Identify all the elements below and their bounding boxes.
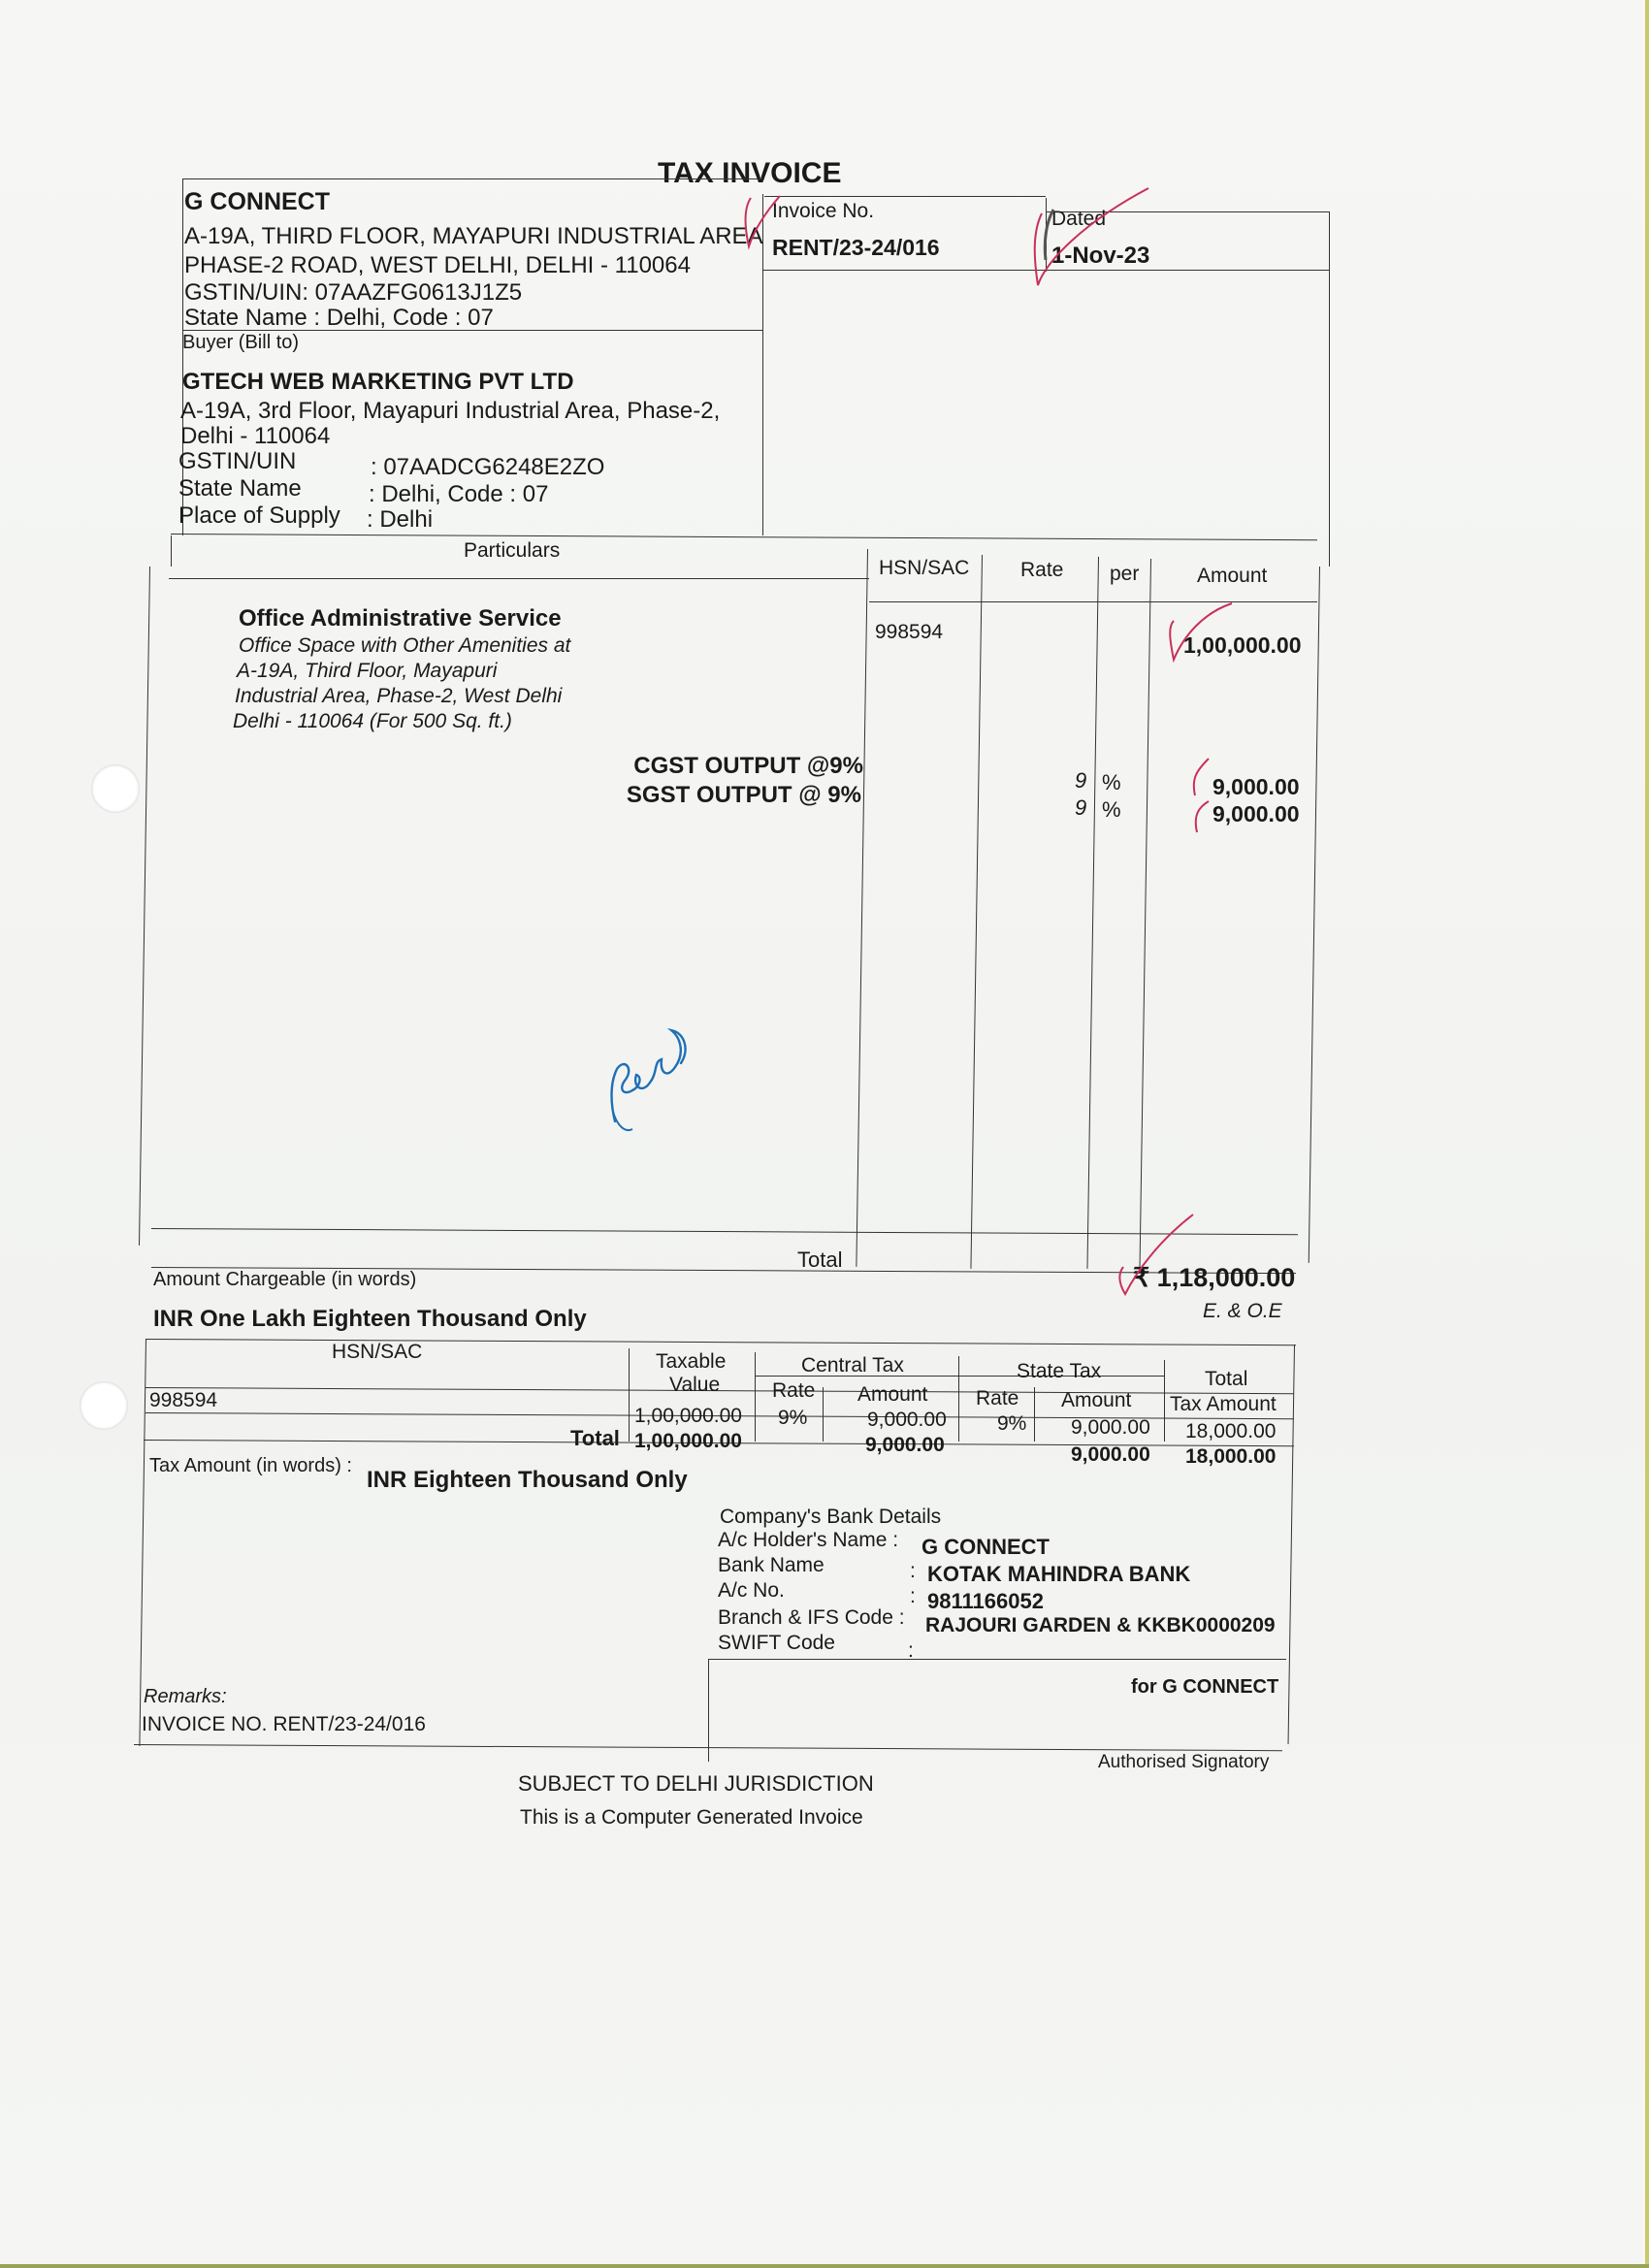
red-tick-invoice: [737, 190, 795, 277]
invoice-dated-value: 1-Nov-23: [1051, 243, 1150, 269]
sum-header-taxable: Taxable: [656, 1350, 727, 1373]
sum-header-total-2: Tax Amount: [1170, 1393, 1277, 1415]
amount-words-value: INR One Lakh Eighteen Thousand Only: [153, 1306, 587, 1332]
sum-row-camount: 9,000.00: [867, 1409, 947, 1431]
tax-per-sgst: %: [1102, 797, 1121, 822]
tax-amount-cgst: 9,000.00: [1212, 774, 1300, 799]
bank-branch-label: Branch & IFS Code :: [718, 1606, 905, 1629]
bank-branch-value: RAJOURI GARDEN & KKBK0000209: [925, 1614, 1276, 1636]
bank-swift-label: SWIFT Code: [718, 1632, 835, 1654]
invoice-no-label: Invoice No.: [772, 200, 875, 222]
invoice-no-value: RENT/23-24/016: [772, 235, 940, 260]
tax-rate-sgst: 9: [1075, 795, 1087, 820]
invoice-title: TAX INVOICE: [658, 157, 842, 189]
border-top-seller: [182, 178, 764, 179]
buyer-name: GTECH WEB MARKETING PVT LTD: [182, 369, 574, 395]
border-signatory-left: [708, 1659, 709, 1762]
bank-name-value: KOTAK MAHINDRA BANK: [927, 1562, 1191, 1586]
signatory-label: Authorised Signatory: [1098, 1752, 1270, 1772]
bank-name-colon: :: [910, 1560, 916, 1582]
sum-row-total: 18,000.00: [1185, 1420, 1277, 1442]
bank-holder-value: G CONNECT: [922, 1535, 1050, 1559]
buyer-gstin-label: GSTIN/UIN: [178, 448, 297, 474]
seller-gstin: GSTIN/UIN: 07AAZFG0613J1Z5: [184, 279, 523, 306]
seller-name: G CONNECT: [184, 188, 330, 215]
sum-row-hsn: 998594: [149, 1389, 218, 1411]
seller-address-line1: A-19A, THIRD FLOOR, MAYAPURI INDUSTRIAL AREA: [184, 223, 763, 249]
bank-acc-label: A/c No.: [718, 1579, 785, 1602]
remarks-label: Remarks:: [144, 1686, 227, 1707]
tax-words-label: Tax Amount (in words) :: [149, 1455, 352, 1476]
tax-label-cgst: CGST OUTPUT @9%: [633, 753, 863, 779]
border-top-invoice: [764, 196, 1046, 197]
col-header-particulars: Particulars: [464, 539, 561, 562]
item-amount: 1,00,000.00: [1183, 632, 1302, 658]
tax-rate-cgst: 9: [1075, 768, 1087, 793]
item-desc-line: Industrial Area, Phase-2, West Delhi: [235, 685, 563, 707]
sum-header-srate: Rate: [976, 1387, 1019, 1409]
tick-dated: [1024, 184, 1160, 291]
buyer-section-label: Buyer (Bill to): [182, 332, 300, 353]
sum-total-label: Total: [570, 1426, 620, 1450]
amount-words-label: Amount Chargeable (in words): [153, 1269, 417, 1290]
blue-paid-signature: [603, 1019, 710, 1145]
sum-header-taxable-2: Value: [669, 1374, 721, 1396]
sum-col-total: [1164, 1360, 1165, 1442]
eoe-note: E. & O.E: [1203, 1300, 1282, 1322]
border-signatory-top: [708, 1659, 1286, 1660]
tax-label-sgst: SGST OUTPUT @ 9%: [626, 782, 861, 808]
col-header-hsn: HSN/SAC: [879, 557, 970, 579]
border-left-mid-a: [171, 535, 172, 567]
seller-state: State Name : Delhi, Code : 07: [184, 305, 494, 331]
sum-header-state: State Tax: [1017, 1360, 1102, 1382]
sum-header-central: Central Tax: [801, 1354, 904, 1377]
item-desc-line: Delhi - 110064 (For 500 Sq. ft.): [233, 710, 512, 732]
bank-acc-colon: :: [910, 1585, 916, 1607]
col-header-rate: Rate: [1020, 559, 1064, 581]
bank-heading: Company's Bank Details: [720, 1506, 942, 1528]
buyer-place-value: : Delhi: [367, 506, 434, 533]
buyer-place-label: Place of Supply: [178, 502, 340, 529]
sum-row-crate: 9%: [778, 1407, 808, 1429]
sum-header-camount: Amount: [857, 1383, 928, 1406]
border-right-top: [1329, 211, 1330, 567]
buyer-address-line1: A-19A, 3rd Floor, Mayapuri Industrial Area, Phase-2,: [180, 398, 721, 424]
red-tick-taxes: [1180, 751, 1228, 838]
remarks-value: INVOICE NO. RENT/23-24/016: [142, 1713, 426, 1735]
sum-col-taxable: [629, 1348, 630, 1442]
sum-row-samount: 9,000.00: [1071, 1416, 1150, 1439]
sum-total-taxable: 1,00,000.00: [634, 1430, 742, 1452]
bank-name-label: Bank Name: [718, 1554, 824, 1576]
buyer-state-label: State Name: [178, 475, 302, 502]
sum-header-hsn: HSN/SAC: [332, 1341, 423, 1363]
sum-total-samount: 9,000.00: [1071, 1443, 1150, 1466]
tax-words-value: INR Eighteen Thousand Only: [367, 1467, 688, 1493]
sum-row-srate: 9%: [997, 1412, 1027, 1435]
footer-generated: This is a Computer Generated Invoice: [520, 1806, 863, 1829]
buyer-address-line2: Delhi - 110064: [180, 423, 331, 449]
sum-header-crate: Rate: [772, 1379, 816, 1402]
total-amount: ₹ 1,18,000.00: [1133, 1263, 1296, 1292]
sum-row-taxable: 1,00,000.00: [634, 1405, 742, 1427]
sum-header-total: Total: [1205, 1368, 1248, 1390]
border-particulars-head: [169, 578, 869, 579]
seller-address-line2: PHASE-2 ROAD, WEST DELHI, DELHI - 110064: [184, 252, 691, 278]
red-tick-amount: [1160, 598, 1238, 665]
sum-total-total: 18,000.00: [1185, 1445, 1277, 1468]
buyer-gstin-value: : 07AADCG6248E2ZO: [371, 454, 605, 480]
punch-hole-lower: [80, 1381, 128, 1430]
sum-total-camount: 9,000.00: [865, 1434, 945, 1456]
scan-edge-right: [1645, 0, 1649, 2268]
bank-acc-value: 9811166052: [927, 1589, 1044, 1613]
item-desc-line: Office Space with Other Amenities at: [239, 634, 571, 657]
item-desc-line: A-19A, Third Floor, Mayapuri: [237, 660, 498, 682]
footer-jurisdiction: SUBJECT TO DELHI JURISDICTION: [518, 1771, 874, 1796]
sum-header-samount: Amount: [1061, 1389, 1132, 1411]
red-tick-total: [1112, 1213, 1199, 1300]
signatory-for: for G CONNECT: [1131, 1676, 1279, 1698]
col-header-amount: Amount: [1197, 565, 1268, 587]
sum-col-central: [755, 1352, 756, 1442]
tax-per-cgst: %: [1102, 770, 1121, 794]
border-amount-head: [869, 601, 1317, 602]
sum-col-state: [958, 1356, 959, 1442]
sum-col-srate: [1034, 1387, 1035, 1442]
invoice-dated-label: Dated: [1051, 208, 1107, 230]
punch-hole-upper: [91, 764, 140, 813]
total-label: Total: [797, 1247, 843, 1272]
tax-amount-sgst: 9,000.00: [1212, 801, 1300, 826]
item-name: Office Administrative Service: [239, 605, 562, 632]
item-hsn: 998594: [875, 621, 944, 643]
bank-holder-label: A/c Holder's Name :: [718, 1529, 899, 1551]
bank-swift-colon: :: [908, 1639, 914, 1662]
sum-col-crate: [823, 1387, 824, 1442]
scan-edge-bottom: [0, 2264, 1649, 2268]
col-header-per: per: [1110, 563, 1140, 585]
buyer-state-value: : Delhi, Code : 07: [369, 481, 549, 507]
